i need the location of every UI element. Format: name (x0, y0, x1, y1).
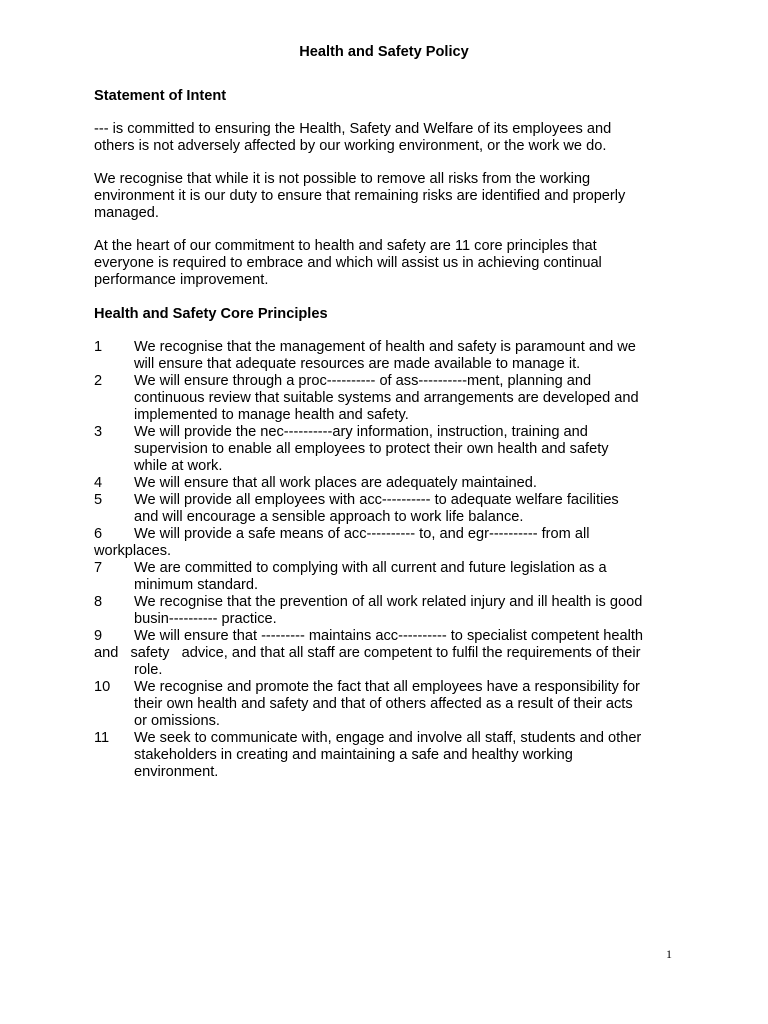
paragraph-line: performance improvement. (94, 272, 269, 288)
principle-line: implemented to manage health and safety. (134, 407, 409, 423)
principle-line: workplaces. (94, 543, 172, 559)
principle-line: environment. (134, 764, 219, 780)
principle-number: 9 (94, 628, 103, 644)
principle-item (94, 730, 678, 781)
principle-line: We recognise that the management of health and safety is paramount and we (134, 339, 636, 355)
principle-item (94, 424, 678, 475)
principle-item (94, 526, 678, 560)
principle-line: We recognise and promote the fact that all employees have a responsibility for (134, 679, 640, 695)
principle-line: and safety advice, and that all staff are competent to fulfil the requirements of their (94, 645, 641, 661)
principle-item (94, 679, 678, 730)
principle-line: role. (134, 662, 163, 678)
principle-line: busin---------- practice. (134, 611, 277, 627)
principle-line: We will provide the nec----------ary information, instruction, training and (134, 424, 588, 440)
principle-line: while at work. (134, 458, 223, 474)
principle-number: 10 (94, 679, 111, 695)
principle-number: 11 (94, 730, 110, 746)
intro-paragraph-3 (94, 238, 678, 289)
principle-line: We will ensure that all work places are adequately maintained. (134, 475, 537, 491)
principle-line: will ensure that adequate resources are made available to manage it. (134, 356, 581, 372)
page-number: 1 (666, 947, 672, 961)
paragraph-line: others is not adversely affected by our working environment, or the work we do. (94, 138, 607, 154)
principle-item (94, 560, 678, 594)
principle-number: 8 (94, 594, 103, 610)
principle-line: and will encourage a sensible approach to work life balance. (134, 509, 524, 525)
principle-number: 3 (94, 424, 103, 440)
principle-line: continuous review that suitable systems and arrangements are developed and (134, 390, 639, 406)
principle-number: 4 (94, 475, 103, 491)
principle-line: We will ensure through a proc---------- of ass----------ment, planning and (134, 373, 592, 389)
paragraph-line: At the heart of our commitment to health and safety are 11 core principles that (94, 238, 597, 254)
paragraph-line: We recognise that while it is not possible to remove all risks from the working (94, 171, 591, 187)
principle-line: supervision to enable all employees to protect their own health and safety (134, 441, 609, 457)
principle-line: their own health and safety and that of others affected as a result of their acts (134, 696, 633, 712)
principle-number: 7 (94, 560, 103, 576)
paragraph-line: everyone is required to embrace and which will assist us in achieving continual (94, 255, 602, 271)
intro-paragraph-2 (94, 171, 678, 222)
paragraph-line: managed. (94, 205, 159, 221)
principle-line: We will provide all employees with acc---------- to adequate welfare facilities (134, 492, 619, 508)
principle-line: We recognise that the prevention of all work related injury and ill health is good (134, 594, 643, 610)
principle-line: We are committed to complying with all current and future legislation as a (134, 560, 607, 576)
principle-line: or omissions. (134, 713, 220, 729)
principle-number: 1 (94, 339, 103, 355)
principle-line: minimum standard. (134, 577, 259, 593)
principle-number: 6 (94, 526, 103, 542)
document-title: Health and Safety Policy (299, 44, 469, 60)
intro-paragraph-1 (94, 121, 678, 155)
principle-line: We seek to communicate with, engage and involve all staff, students and other (134, 730, 642, 746)
principle-line: stakeholders in creating and maintaining a safe and healthy working (134, 747, 573, 763)
principle-number: 2 (94, 373, 103, 389)
principle-number: 5 (94, 492, 103, 508)
principles-heading: Health and Safety Core Principles (94, 306, 328, 322)
principle-item (94, 339, 678, 373)
paragraph-line: environment it is our duty to ensure that remaining risks are identified and properly (94, 188, 626, 204)
principle-item (94, 475, 678, 492)
principle-line: We will provide a safe means of acc---------- to, and egr---------- from all (134, 526, 590, 542)
statement-heading: Statement of Intent (94, 88, 227, 104)
principles-list (94, 339, 678, 781)
principle-item (94, 492, 678, 526)
principle-item (94, 628, 678, 679)
principle-item (94, 373, 678, 424)
paragraph-line: --- is committed to ensuring the Health, Safety and Welfare of its employees and (94, 121, 612, 137)
principle-line: We will ensure that --------- maintains acc---------- to specialist competent health (134, 628, 644, 644)
principle-item (94, 594, 678, 628)
